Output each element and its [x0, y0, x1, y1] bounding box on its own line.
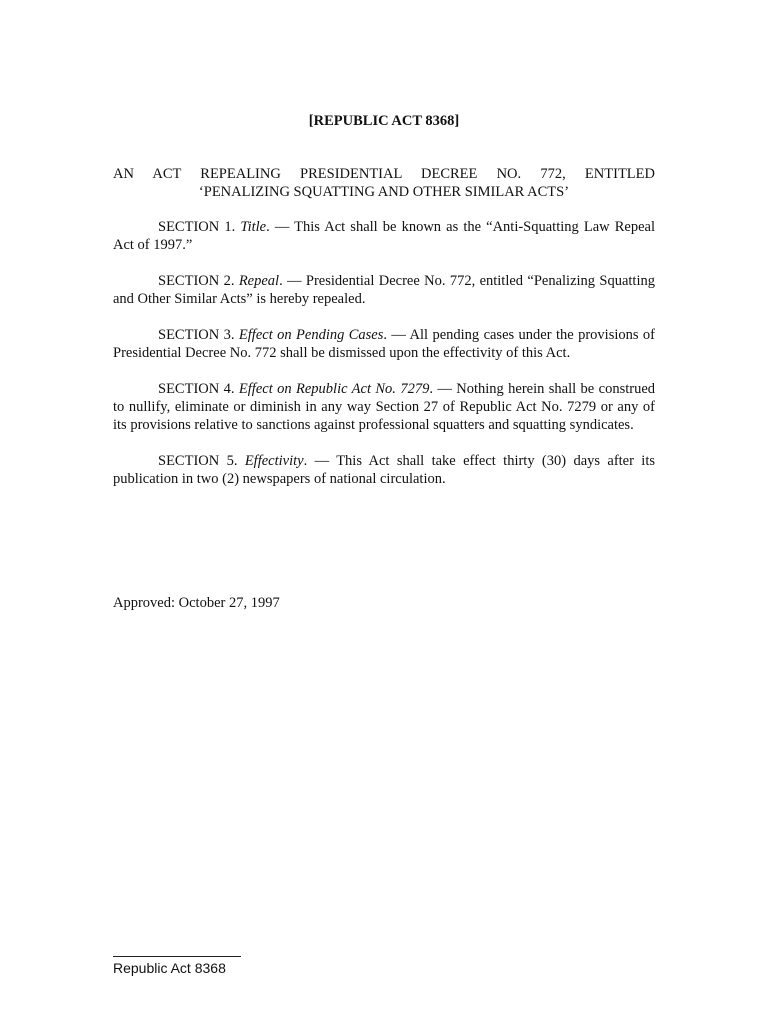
- section-4: [113, 380, 655, 434]
- section-body: . — Nothing herein shall be construed to nullify, eliminate or diminish in any way Section 27 of Republic Act No. 7279 or any of its provisions relative to sanctions against professional squatters and squatting syndicates.: [113, 381, 656, 433]
- footnote-divider: [113, 956, 241, 957]
- section-number: SECTION 1.: [158, 219, 236, 235]
- act-title: [113, 165, 655, 201]
- section-number: SECTION 3.: [158, 327, 235, 343]
- section-heading: Effect on Republic Act No. 7279: [238, 381, 430, 397]
- section-heading: Title: [240, 219, 267, 235]
- sections-list: [113, 218, 655, 506]
- document-header: [REPUBLIC ACT 8368]: [308, 113, 460, 129]
- section-body: . — All pending cases under the provisions of Presidential Decree No. 772 shall be dismissed upon the effectivity of this Act.: [113, 327, 655, 361]
- section-body: . — This Act shall be known as the “Anti-Squatting Law Repeal Act of 1997.”: [113, 219, 655, 253]
- page-footer: Republic Act 8368: [113, 960, 226, 976]
- section-5: [113, 452, 655, 488]
- section-number: SECTION 5.: [158, 453, 238, 469]
- section-1: [113, 218, 655, 254]
- section-3: [113, 326, 655, 362]
- section-body: . — This Act shall take effect thirty (30) days after its publication in two (2) newspapers of national circulation.: [113, 453, 656, 487]
- section-2: [113, 272, 655, 308]
- section-heading: Repeal: [238, 273, 280, 289]
- section-number: SECTION 2.: [158, 273, 235, 289]
- act-title-line-2: ‘PENALIZING SQUATTING AND OTHER SIMILAR ACTS’: [198, 184, 570, 200]
- section-heading: Effect on Pending Cases: [238, 327, 384, 343]
- section-body: . — Presidential Decree No. 772, entitled “Penalizing Squatting and Other Similar Acts” is hereby repealed.: [113, 273, 655, 307]
- section-heading: Effectivity: [244, 453, 304, 469]
- document-page: [113, 0, 655, 1024]
- act-title-line-1: AN ACT REPEALING PRESIDENTIAL DECREE NO. 772, ENTITLED: [113, 166, 655, 182]
- approval-date: Approved: October 27, 1997: [113, 595, 280, 611]
- section-number: SECTION 4.: [158, 381, 235, 397]
